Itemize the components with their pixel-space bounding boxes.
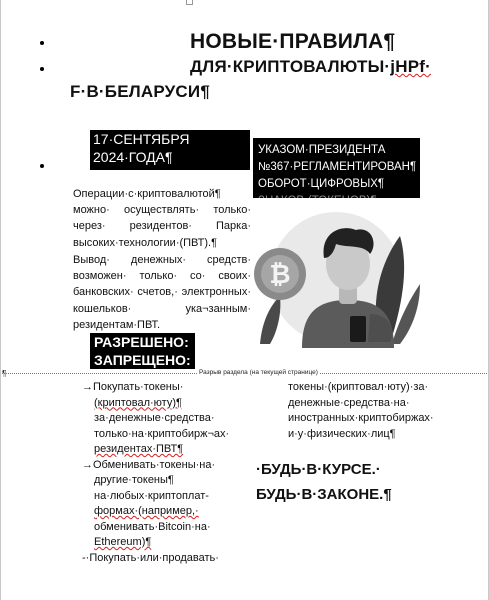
title-line-2-main: ДЛЯ·КРИПТОВАЛЮТЫ·: [190, 57, 391, 76]
bitcoin-symbol-icon: ₿: [269, 260, 291, 290]
decree-line-2: №367·РЕГЛАМЕНТИРОВАН¶: [258, 161, 417, 173]
list-item: другие·токены¶: [94, 474, 174, 486]
decree-box: [253, 138, 420, 207]
allowed-list: [82, 380, 252, 566]
title-line-3: F·В·БЕЛАРУСИ¶: [70, 82, 210, 101]
decree-line-3: ОБОРОТ·ЦИФРОВЫХ¶: [258, 178, 385, 190]
allowed-label: РАЗРЕШЕНО:: [94, 334, 189, 350]
list-bullet: [40, 164, 44, 168]
paragraph-operations: Операции·с·криптовалютой¶ можно· осуществлять· только· через· резидентов· Парка· высоких·технологии·(ПВТ).¶: [73, 188, 251, 249]
list-item: иностранных·криптобиржах·: [288, 412, 434, 424]
list-item: денежные·средства·на·: [288, 396, 410, 409]
list-item: -·Покупать·или·продавать·: [82, 551, 219, 564]
list-item: и·у·физических·лиц¶: [288, 427, 396, 440]
callout-line-2: БУДЬ·В·ЗАКОНЕ.¶: [256, 486, 392, 503]
paragraph-withdrawal: Вывод· денежных· средств· возможен· только· со· своих· банковских· счетов,· электронных· кошельков· ука¬занным· резидентам·ПВТ.: [73, 254, 251, 331]
title-line-1: НОВЫЕ·ПРАВИЛА¶: [190, 30, 396, 53]
list-item: формах·(например,·: [94, 505, 199, 517]
list-item: за·денежные·средства·: [94, 412, 215, 424]
page-edge-left: [0, 0, 1, 600]
callout-line-1: ·БУДЬ·В·КУРСЕ.·: [256, 461, 381, 478]
callout-slogan: [256, 457, 392, 507]
list-item: на·любых·криптоплат-: [94, 489, 209, 502]
list-bullet: [40, 67, 44, 71]
phone-icon: [350, 316, 366, 342]
status-box: [90, 333, 195, 369]
forbidden-label: ЗАПРЕЩЕНО:: [94, 352, 191, 368]
list-item: резидентах·ПВТ¶: [94, 443, 184, 455]
list-item: (криптовал·юту)¶: [94, 396, 182, 409]
title-line-2: [190, 57, 431, 77]
list-item: →Обменивать·токены·на·: [82, 458, 216, 471]
date-line-1: 17·СЕНТЯБРЯ: [93, 131, 190, 147]
list-item: только·на·криптобирж¬ах·: [94, 427, 230, 440]
list-item: обменивать·Bitcoin·на·: [94, 520, 211, 533]
date-box: [90, 130, 250, 170]
leaf-icon: [260, 296, 280, 344]
date-line-2: 2024·ГОДА¶: [93, 149, 173, 165]
list-item: Ethereum)¶: [94, 536, 152, 548]
forbidden-list: [288, 380, 468, 442]
crypto-user-illustration: [250, 196, 422, 348]
list-bullet: [40, 41, 44, 45]
paragraph-mark: ¶: [2, 369, 7, 378]
list-item: →Покупать·токены·: [82, 381, 184, 393]
decree-line-4: ЗНАКОВ·(ТОКЕНОВ)¶: [258, 195, 377, 207]
ruler-marker: [186, 0, 193, 5]
list-item: токены·(криптовал·юту)·за·: [288, 381, 429, 393]
status-underline: [200, 364, 244, 365]
title-line-2-tail: jHPf·: [390, 57, 431, 76]
section-break-label: Разрыв раздела (на текущей странице): [199, 369, 318, 376]
decree-line-1: УКАЗОМ·ПРЕЗИДЕНТА: [258, 144, 386, 156]
